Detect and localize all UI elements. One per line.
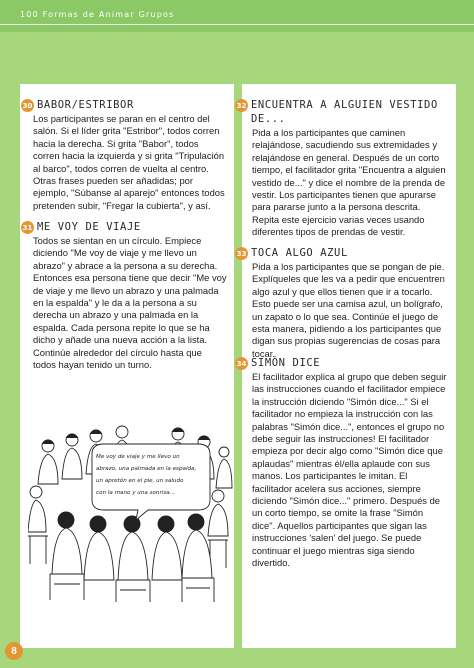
header-divider bbox=[0, 24, 474, 25]
running-header-title: 100 Formas de Animar Grupos bbox=[20, 10, 175, 19]
section-31 bbox=[21, 220, 227, 371]
section-title: BABOR/ESTRIBOR bbox=[37, 99, 134, 111]
section-30 bbox=[21, 98, 227, 212]
speech-line: abrazo, una palmada en la espalda, bbox=[96, 466, 197, 472]
section-title: ENCUENTRA A ALGUIEN VESTIDO DE... bbox=[251, 99, 438, 125]
speech-line: con la mano y una sonrisa... bbox=[96, 490, 176, 496]
section-body: El facilitador explica al grupo que deben seguir las instrucciones cuando el facilitador empiece la instrucción diciendo "Simón dice..." Si el facilitador no empieza la instrucción con las palabras "Simón dice...", entonces el grupo no debe seguir las instrucciones! El facilitador empieza por decir algo como "Simón dice que aplaudas" mientras él/ella aplaude con sus manos. Los participantes le imitan. El facilitador acelera sus acciones, siempre diciendo "Simón dice..." primero. Después de un corto tiempo, se omite la frase "Simón dice". Aquellos participantes que sigan las instrucciones 'salen' del juego. Se puede continuar el juego mientras siga siendo divertido. bbox=[252, 371, 447, 569]
group-circle-illustration bbox=[28, 424, 233, 604]
section-number-badge: 31 bbox=[21, 221, 34, 234]
page-number-badge: 8 bbox=[5, 642, 23, 660]
section-body: Pida a los participantes que caminen relajándose, sacudiendo sus extremidades y relajándose en general. Después de un corto tiempo, el facilitador grita "Encuentra a alguien vestido de..." y dice el nombre de la prenda de vestir. Los participantes tienen que apurarse para pararse junto a la persona descrita. Repita este ejercicio varias veces usando diferentes tipos de prendas de vestir. bbox=[252, 127, 446, 238]
section-number-badge: 30 bbox=[21, 99, 34, 112]
section-title: ME VOY DE VIAJE bbox=[37, 221, 141, 233]
section-title: SIMÓN DICE bbox=[251, 357, 321, 369]
section-title: TOCA ALGO AZUL bbox=[251, 247, 348, 259]
speech-line: un apretón en el pie, un saludo bbox=[96, 478, 184, 484]
section-body: Todos se sientan en un círculo. Empiece diciendo "Me voy de viaje y me llevo un abrazo" y abrace a la persona a su derecha. Entonces esa persona tiene que decir "Me voy de viaje y me llevo un abrazo y una palmada en la espalda" y le da a la persona a su derecha un abrazo y una palmada en la espalda. Cada persona repite lo que se ha dicho y añade una nueva acción a la lista. Continúe alrededor del círculo hasta que todos hayan tenido un turno. bbox=[33, 235, 227, 371]
section-number-badge: 32 bbox=[235, 99, 248, 112]
speech-line: Me voy de viaje y me llevo un bbox=[96, 454, 180, 460]
section-body: Los participantes se paran en el centro del salón. Si el líder grita "Estribor", todos corren hacia la derecha. Si grita "Babor", todos corren hacia la izquierda y si grita "Tripulación al barco", todos corren de vuelta al centro. Otras frases pueden ser añadidas; por ejemplo, "Súbanse al aparejo" entonces todos pretenden subir, "Fregar la cubierta", y así. bbox=[33, 113, 225, 211]
section-number-badge: 33 bbox=[235, 247, 248, 260]
section-32 bbox=[235, 98, 447, 239]
section-33 bbox=[235, 246, 447, 360]
section-body: Pida a los participantes que se pongan de pie. Explíqueles que les va a pedir que encuentren algo azul y que ellos tienen que ir a tocarlo. Esto puede ser una camisa azul, un bolígrafo, un zapato o lo que sea. Continúe el juego de esta manera, pidiendo a los participantes que digan sus propias sugerencias de cosas para tocar. bbox=[252, 261, 445, 359]
section-number-badge: 34 bbox=[235, 357, 248, 370]
section-34 bbox=[235, 356, 447, 570]
